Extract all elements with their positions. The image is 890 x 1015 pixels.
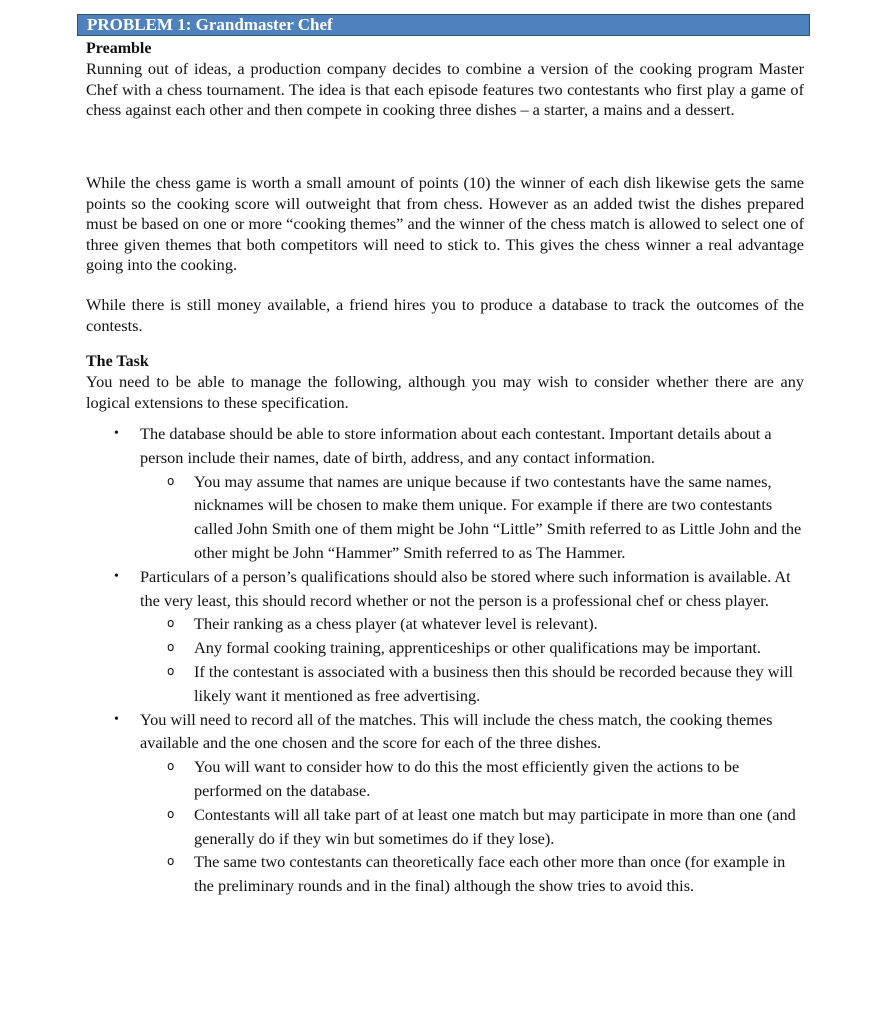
task-heading: The Task <box>86 353 149 370</box>
circle-bullet-icon: o <box>167 640 175 655</box>
sub-requirement-text: The same two contestants can theoretically face each other more than once (for example in the preliminary rounds and in the final) although the show tries to avoid this. <box>194 852 786 896</box>
sub-list-item <box>139 803 806 851</box>
circle-bullet-icon: o <box>167 806 175 821</box>
sub-list <box>140 755 806 898</box>
circle-bullet-icon: o <box>167 473 175 488</box>
sub-list-item <box>139 612 806 636</box>
sub-requirement-text: You will want to consider how to do this the most efficiently given the actions to be performed on the database. <box>194 757 740 800</box>
sub-list-item <box>139 636 806 660</box>
requirement-text: The database should be able to store information about each contestant. Important details about a person include their names, date of birth, address, and any contact information. <box>140 424 772 467</box>
sub-requirement-text: Any formal cooking training, apprenticeships or other qualifications may be important. <box>194 638 761 658</box>
requirement-text: You will need to record all of the matches. This will include the chess match, the cooking themes available and the one chosen and the score for each of the three dishes. <box>140 709 773 753</box>
sub-requirement-text: You may assume that names are unique because if two contestants have the same names, nicknames will be chosen to make them unique. For example if there are two contestants called John Smith one of them might be John “Little” Smith referred to as Little John and the other might be John “Hammer” Smith referred to as The Hammer. <box>194 471 802 562</box>
sub-list-item <box>139 470 806 565</box>
bullet-icon: • <box>114 568 119 584</box>
preamble-heading: Preamble <box>86 40 152 57</box>
circle-bullet-icon: o <box>167 663 175 678</box>
task-intro: You need to be able to manage the following, although you may wish to consider whether there are any logical extensions to these specification. <box>86 372 804 412</box>
preamble-paragraph-1: Running out of ideas, a production company decides to combine a version of the cooking program Master Chef with a chess tournament. The idea is that each episode features two contestants who first play a game of chess against each other and then compete in cooking three dishes – a starter, a mains and a dessert. <box>86 59 804 120</box>
bullet-icon: • <box>114 711 119 727</box>
list-item <box>86 565 806 708</box>
requirement-text: Particulars of a person’s qualifications should also be stored where such information is available. At the very least, this should record whether or not the person is a professional chef or chess player. <box>140 566 791 610</box>
problem-title-bar: PROBLEM 1: Grandmaster Chef <box>77 14 810 36</box>
list-item <box>86 422 806 565</box>
circle-bullet-icon: o <box>167 759 175 774</box>
circle-bullet-icon: o <box>167 854 175 869</box>
sub-list-item <box>139 755 806 803</box>
sub-list-item <box>139 660 806 708</box>
bullet-icon: • <box>114 426 119 441</box>
list-item <box>86 708 806 898</box>
preamble-paragraph-2: While the chess game is worth a small amount of points (10) the winner of each dish likewise gets the same points so the cooking score will outweight that from chess. However as an added twist the dishes prepared must be based on one or more “cooking themes” and the winner of the chess match is allowed to select one of three given themes that both competitors will need to stick to. This gives the chess winner a real advantage going into the cooking. <box>86 173 804 275</box>
sub-requirement-text: If the contestant is associated with a business then this should be recorded because they will likely want it mentioned as free advertising. <box>194 661 794 705</box>
sub-list-item <box>139 850 806 898</box>
task-requirements-list <box>86 422 806 898</box>
sub-requirement-text: Their ranking as a chess player (at whatever level is relevant). <box>194 614 598 634</box>
sub-list <box>140 470 806 565</box>
sub-list <box>140 612 806 707</box>
sub-requirement-text: Contestants will all take part of at least one match but may participate in more than one (and generally do if they win but sometimes do if they lose). <box>194 804 796 848</box>
circle-bullet-icon: o <box>167 616 175 631</box>
preamble-paragraph-3: While there is still money available, a friend hires you to produce a database to track the outcomes of the contests. <box>86 295 804 335</box>
